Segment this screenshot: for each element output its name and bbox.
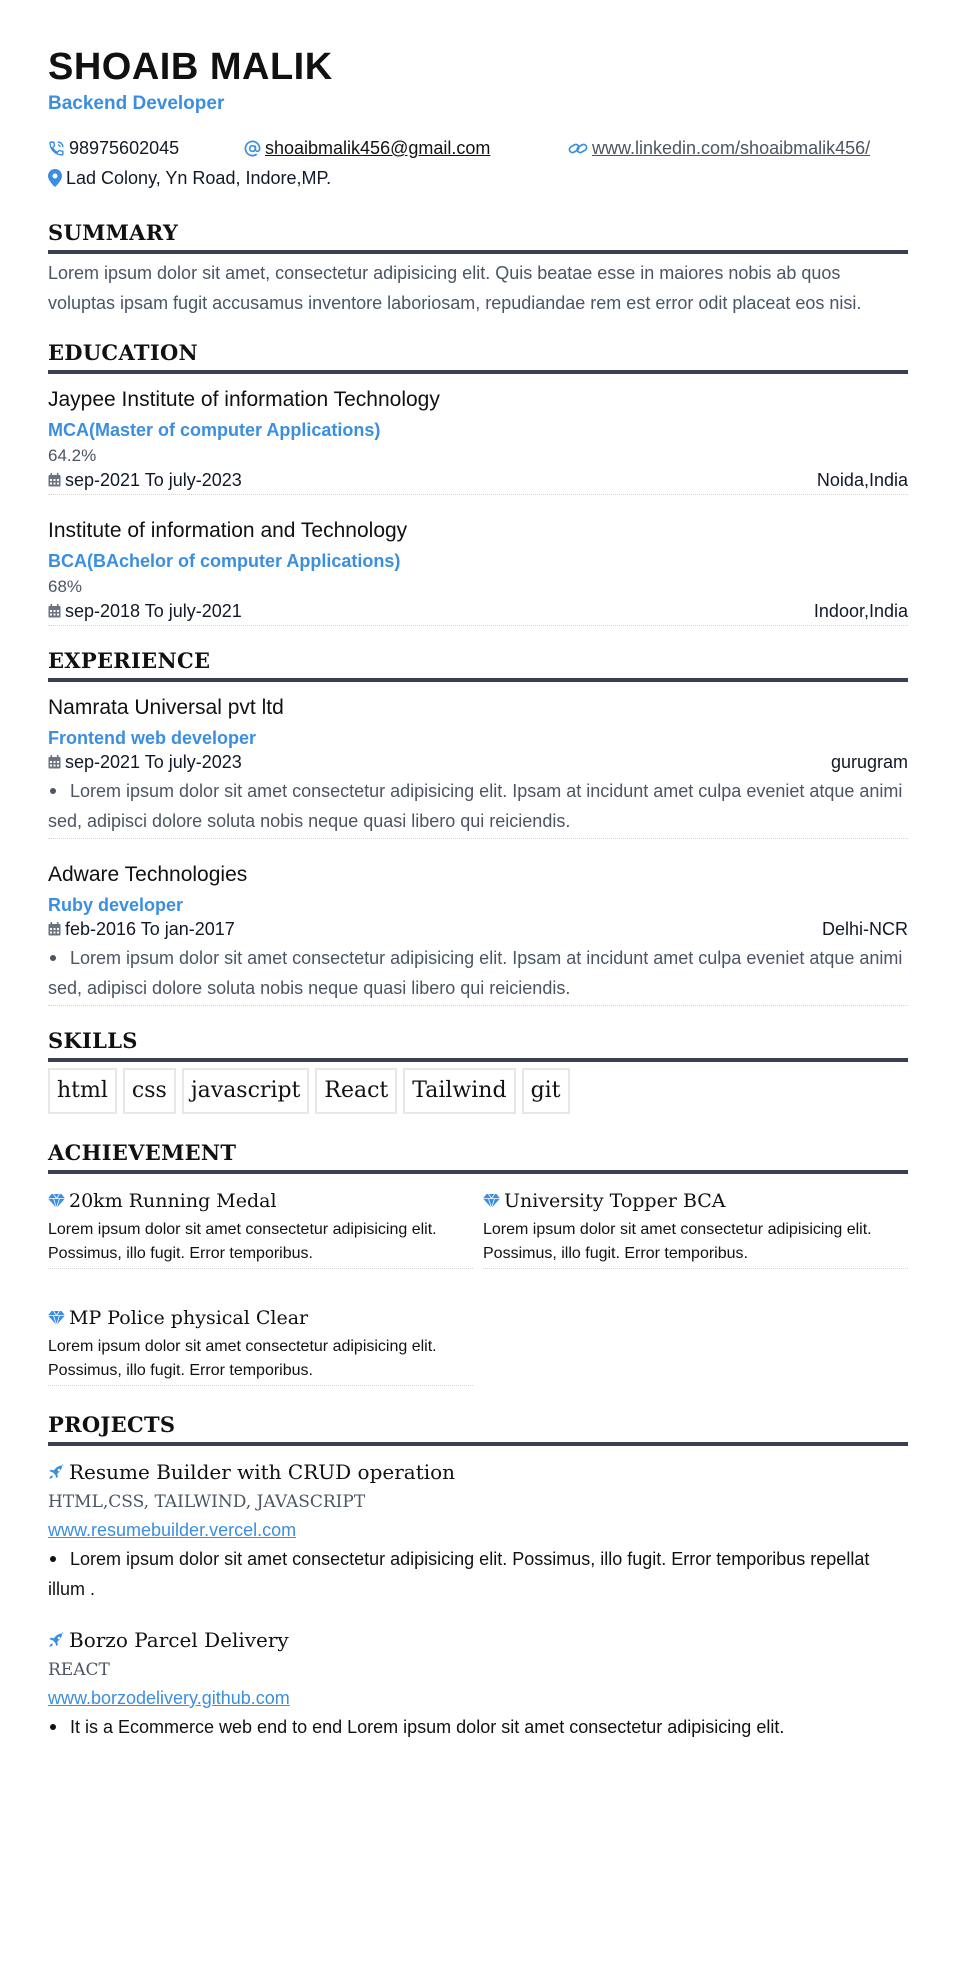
project-tech: HTML,CSS, TAILWIND, JAVASCRIPT (48, 1492, 366, 1512)
gem-icon (48, 1194, 65, 1208)
job-title: Frontend web developer (48, 728, 257, 748)
education-meta (48, 468, 908, 495)
email-item (244, 136, 568, 160)
project-bullet (48, 1712, 908, 1742)
achievement-title (48, 1305, 473, 1331)
skill-tag: React (315, 1068, 397, 1114)
achievement-title-text: 20km Running Medal (69, 1190, 277, 1212)
bullet-text: Lorem ipsum dolor sit amet consectetur adipisicing elit. Possimus, illo fugit. Error temporibus repellat illum . (48, 1549, 870, 1599)
at-icon (244, 140, 261, 157)
skills-section (48, 1028, 908, 1114)
date-text: sep-2018 To july-2021 (65, 601, 242, 621)
company-name: Adware Technologies (48, 863, 248, 886)
summary-section (48, 220, 908, 318)
link-icon (568, 140, 588, 157)
project-title-text: Resume Builder with CRUD operation (69, 1460, 456, 1484)
location-text: gurugram (830, 752, 908, 772)
experience-meta (48, 750, 908, 776)
experience-item (48, 694, 908, 839)
achievement-desc: Lorem ipsum dolor sit amet consectetur adipisicing elit. Possimus, illo fugit. Error temporibus. (48, 1335, 473, 1386)
bullet-icon (50, 788, 56, 794)
date-range (48, 750, 242, 774)
project-bullet (48, 1544, 908, 1604)
skill-tag: html (48, 1068, 117, 1114)
skills-list (48, 1068, 908, 1114)
achievement-title-text: University Topper BCA (504, 1190, 726, 1212)
score: 68% (48, 577, 83, 596)
candidate-role: Backend Developer (48, 93, 225, 114)
email-link[interactable]: shoaibmalik456@gmail.com (265, 138, 491, 158)
date-range (48, 917, 235, 941)
education-section (48, 340, 908, 626)
achievement-heading: ACHIEVEMENT (48, 1140, 908, 1174)
education-item (48, 517, 908, 626)
bullet-icon (50, 1556, 56, 1562)
project-tech: REACT (48, 1660, 110, 1680)
education-item (48, 386, 908, 495)
project-link[interactable]: www.borzodelivery.github.com (48, 1688, 290, 1708)
date-text: feb-2016 To jan-2017 (65, 919, 235, 939)
project-link[interactable]: www.resumebuilder.vercel.com (48, 1520, 297, 1540)
project-title (48, 1626, 908, 1654)
experience-section (48, 648, 908, 1006)
project-item (48, 1626, 908, 1742)
bullet-text: Lorem ipsum dolor sit amet consectetur adipisicing elit. Ipsam at incidunt amet culpa eveniet atque animi sed, adipisci dolore soluta nobis neque quasi libero qui reiciendis. (48, 781, 903, 831)
degree-name: BCA(BAchelor of computer Applications) (48, 551, 401, 571)
phone-number: 98975602045 (69, 138, 180, 158)
location-text: Delhi-NCR (821, 919, 908, 939)
gem-icon (48, 1311, 65, 1325)
achievement-title-text: MP Police physical Clear (69, 1307, 309, 1329)
calendar-icon (48, 473, 61, 487)
experience-bullet (48, 943, 908, 1006)
experience-meta (48, 917, 908, 943)
degree-name: MCA(Master of computer Applications) (48, 420, 381, 440)
gem-icon (483, 1194, 500, 1208)
candidate-name: SHOAIB MALIK (48, 46, 333, 88)
address-text: Lad Colony, Yn Road, Indore,MP. (66, 168, 332, 188)
achievement-item (483, 1188, 908, 1269)
phone-item (48, 136, 244, 160)
job-title: Ruby developer (48, 895, 184, 915)
calendar-icon (48, 922, 61, 936)
location-pin-icon (48, 169, 62, 187)
skill-tag: javascript (182, 1068, 310, 1114)
project-title-text: Borzo Parcel Delivery (69, 1628, 289, 1652)
bullet-text: It is a Ecommerce web end to end Lorem ipsum dolor sit amet consectetur adipisicing elit. (70, 1717, 785, 1737)
achievement-title (48, 1188, 473, 1214)
date-text: sep-2021 To july-2023 (65, 470, 242, 490)
summary-text: Lorem ipsum dolor sit amet, consectetur adipisicing elit. Quis beatae esse in maiores nobis ab quos voluptas ipsam fugit accusamus inventore laboriosam, repudiandae rem est error odit placeat eos nisi. (48, 263, 862, 313)
institute-name: Jaypee Institute of information Technology (48, 388, 440, 411)
achievement-section (48, 1140, 908, 1386)
institute-name: Institute of information and Technology (48, 519, 408, 542)
linkedin-item (568, 136, 870, 160)
skill-tag: css (123, 1068, 176, 1114)
experience-heading: EXPERIENCE (48, 648, 908, 682)
skill-tag: git (522, 1068, 570, 1114)
summary-heading: SUMMARY (48, 220, 908, 254)
education-heading: EDUCATION (48, 340, 908, 374)
score: 64.2% (48, 446, 97, 465)
projects-heading: PROJECTS (48, 1412, 908, 1446)
project-title (48, 1458, 908, 1486)
address-row (48, 166, 908, 190)
linkedin-link[interactable]: www.linkedin.com/shoaibmalik456/ (592, 138, 871, 158)
location-text: Noida,India (816, 470, 908, 490)
achievement-item (48, 1305, 473, 1386)
phone-icon (48, 140, 65, 157)
achievement-desc: Lorem ipsum dolor sit amet consectetur adipisicing elit. Possimus, illo fugit. Error temporibus. (483, 1218, 908, 1269)
bullet-icon (50, 955, 56, 961)
date-text: sep-2021 To july-2023 (65, 752, 242, 772)
education-meta (48, 599, 908, 626)
date-range (48, 468, 242, 492)
bullet-text: Lorem ipsum dolor sit amet consectetur adipisicing elit. Ipsam at incidunt amet culpa eveniet atque animi sed, adipisci dolore soluta nobis neque quasi libero qui reiciendis. (48, 948, 903, 998)
achievement-grid (48, 1188, 908, 1386)
location-text: Indoor,India (813, 601, 908, 621)
contact-row (48, 136, 908, 160)
skills-heading: SKILLS (48, 1028, 908, 1062)
bullet-icon (50, 1724, 56, 1730)
calendar-icon (48, 755, 61, 769)
company-name: Namrata Universal pvt ltd (48, 696, 284, 719)
rocket-icon (48, 1464, 65, 1481)
achievement-desc: Lorem ipsum dolor sit amet consectetur adipisicing elit. Possimus, illo fugit. Error temporibus. (48, 1218, 473, 1269)
experience-bullet (48, 776, 908, 839)
date-range (48, 599, 242, 623)
rocket-icon (48, 1632, 65, 1649)
achievement-title (483, 1188, 908, 1214)
calendar-icon (48, 604, 61, 618)
project-item (48, 1458, 908, 1604)
skill-tag: Tailwind (403, 1068, 515, 1114)
experience-item (48, 861, 908, 1006)
achievement-item (48, 1188, 473, 1269)
projects-section (48, 1412, 908, 1742)
